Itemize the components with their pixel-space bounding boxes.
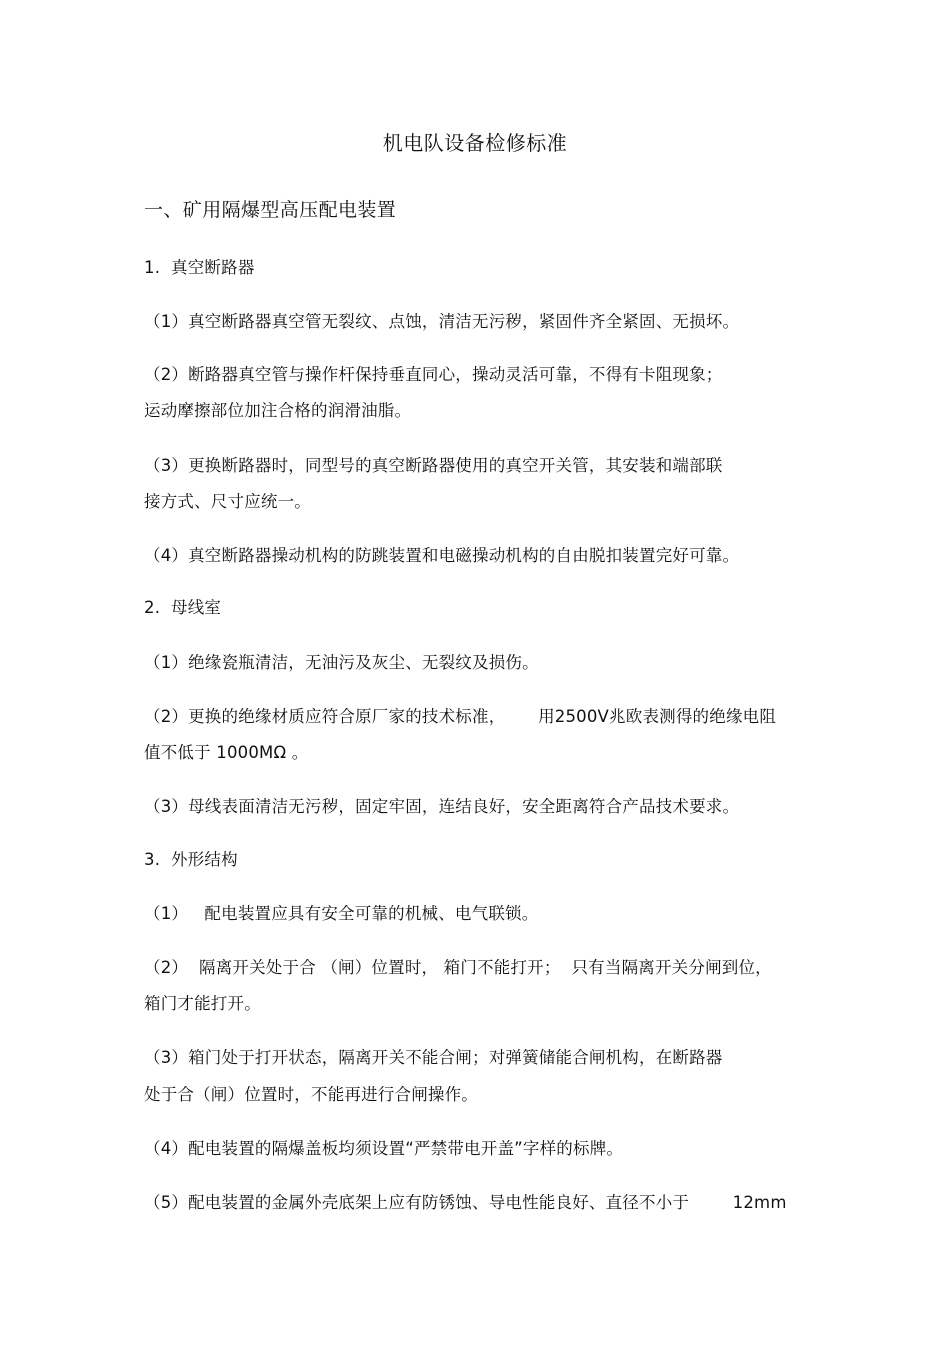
paragraph-1-1: （1）真空断路器真空管无裂纹、点蚀，清洁无污秽，紧固件齐全紧固、无损坏。 bbox=[144, 312, 740, 331]
paragraph-3-1: （1） 配电装置应具有安全可靠的机械、电气联锁。 bbox=[144, 904, 539, 923]
paragraph-1-3-line-1: （3）更换断路器时，同型号的真空断路器使用的真空开关管，其安装和端部联 bbox=[144, 456, 723, 475]
subsection-heading-busbar-room: 2. 母线室 bbox=[144, 598, 222, 617]
section-heading: 一、矿用隔爆型高压配电装置 bbox=[144, 199, 397, 221]
paragraph-1-3-line-2: 接方式、尺寸应统一。 bbox=[144, 492, 311, 511]
paragraph-3-5: （5）配电装置的金属外壳底架上应有防锈蚀、导电性能良好、直径不小于 12mm bbox=[144, 1193, 787, 1212]
paragraph-2-1: （1）绝缘瓷瓶清洁，无油污及灰尘、无裂纹及损伤。 bbox=[144, 653, 539, 672]
paragraph-1-2-line-1: （2）断路器真空管与操作杆保持垂直同心，操动灵活可靠，不得有卡阻现象； bbox=[144, 365, 723, 384]
paragraph-2-3: （3）母线表面清洁无污秽，固定牢固，连结良好，安全距离符合产品技术要求。 bbox=[144, 797, 740, 816]
paragraph-3-4: （4）配电装置的隔爆盖板均须设置“严禁带电开盖”字样的标牌。 bbox=[144, 1139, 624, 1158]
subsection-heading-structure: 3. 外形结构 bbox=[144, 850, 238, 869]
paragraph-1-2-line-2: 运动摩擦部位加注合格的润滑油脂。 bbox=[144, 401, 412, 420]
paragraph-2-2-line-1: （2）更换的绝缘材质应符合原厂家的技术标准， 用2500V兆欧表测得的绝缘电阻 bbox=[144, 707, 777, 726]
paragraph-1-4: （4）真空断路器操动机构的防跳装置和电磁操动机构的自由脱扣装置完好可靠。 bbox=[144, 546, 740, 565]
paragraph-3-3-line-2: 处于合（闸）位置时，不能再进行合闸操作。 bbox=[144, 1085, 478, 1104]
paragraph-2-2-line-2: 值不低于 1000MΩ 。 bbox=[144, 743, 309, 762]
document-title: 机电队设备检修标准 bbox=[382, 131, 568, 155]
paragraph-3-2-line-2: 箱门才能打开。 bbox=[144, 994, 261, 1013]
paragraph-3-2-line-1: （2） 隔离开关处于合 （闸）位置时， 箱门不能打开； 只有当隔离开关分闸到位， bbox=[144, 958, 772, 977]
subsection-heading-vacuum-breaker: 1. 真空断路器 bbox=[144, 258, 255, 277]
paragraph-3-3-line-1: （3）箱门处于打开状态，隔离开关不能合闸；对弹簧储能合闸机构，在断路器 bbox=[144, 1048, 723, 1067]
